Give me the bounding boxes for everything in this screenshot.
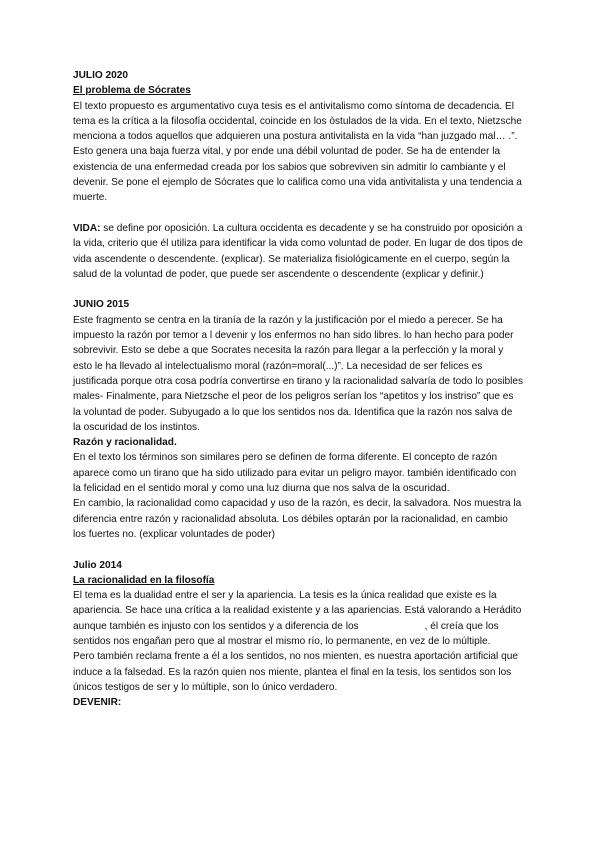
section-heading-julio-2014: Julio 2014 xyxy=(73,559,122,571)
paragraph-sentidos: Pero también reclama frente a él a los sentidos, no nos mienten, es nuestra aportación artificial que induce a la falsedad. Es la razón quien nos miente, plantea el final en la tesis, los sentidos son los únicos testigos de ser y lo múltiple, son lo único verdadero. xyxy=(73,651,518,693)
blank-line xyxy=(73,282,523,297)
section-heading-junio-2015: JUNIO 2015 xyxy=(73,299,130,311)
devenir-label: DEVENIR: xyxy=(73,697,122,709)
paragraph-dualidad-part-1: El tema es la dualidad entre el ser y la apariencia. La tesis es la única realidad que existe es la apariencia. Se hace una crítica a la realidad existente y a las apariencias. Está valorando a Herádito aunque también es injusto con los sentidos y a diferencia de los xyxy=(73,590,522,632)
paragraph-tirania-razon: Este fragmento se centra en la tiranía de la razón y la justificación por el miedo a perecer. Se ha impuesto la razón por temor a l devenir y los enfermos no han sido libres. lo han hecho para poder sobrevivir. Esto se debe a que Socrates necesita la razón para llegar a la perfección y la moral y esto le ha llevado al intelectualismo moral (razón=moral(...)”. La necesidad de ser felices es justificada porque otra cosa podría convertirse en tirano y la racionalidad salvaría de todo lo posibles males- Finalmente, para Nietzsche el peor de los peligros serían los “apetitos y los instriso” que es la voluntad de poder. Subyugado a lo que los sentidos nos da. Identifica que la razón nos salva de la oscuridad de los instintos. xyxy=(73,314,523,433)
paragraph-razon: En el texto los términos son similares pero se definen de forma diferente. El concepto de razón aparece como un tirano que ha sido utilizado para evitar un peligro mayor. también identificado con la felicidad en el sentido moral y como una luz diurna que nos salva de la oscuridad. xyxy=(73,452,517,495)
section-subheading-racionalidad-filosofia: La racionalidad en la filosofía xyxy=(73,574,215,586)
blank-line xyxy=(73,542,523,557)
section-subheading-razon-racionalidad: Razón y racionalidad. xyxy=(73,437,177,449)
paragraph-racionalidad: En cambio, la racionalidad como capacidad y uso de la razón, es decir, la salvadora. Nos muestra la diferencia entre razón y racionalidad absoluta. Los débiles optarán por la racionalidad, en cambio los fuertes no. (explicar voluntades de poder) xyxy=(73,498,522,540)
document-page xyxy=(73,68,523,710)
vida-text: se define por oposición. La cultura occidenta es decadente y se ha construido por oposición a la vida, criterio que él utiliza para identificar la vida como voluntad de poder. En lugar de dos tipos de vida ascendente o descendente. (explicar). Se materializa fisiológicamente en el cuerpo, según la salud de la voluntad de poder, que puede ser ascendente o descendente (explicar y definir.) xyxy=(73,222,523,280)
blank-line xyxy=(73,206,523,221)
section-subheading-socrates: El problema de Sócrates xyxy=(73,85,191,97)
paragraph-socrates: El texto propuesto es argumentativo cuya tesis es el antivitalismo como síntoma de decadencia. El tema es la crítica a la filosofía occidental, coincide en los òstulados de la vida. En el texto, Nietzsche menciona a todos aquellos que adquieren una postura antivitalista en la vida “han juzgado mal… .”. Esto genera una baja fuerza vital, y por ende una débil voluntad de poder. Se ha de entender la existencia de una enfermedad creada por los sabios que sobreviven sin admitir lo cambiante y el devenir. Se pone el ejemplo de Sócrates que lo califica como una vida antivitalista y una tendencia a muerte. xyxy=(73,100,522,204)
paragraph-dualidad xyxy=(73,588,523,649)
section-heading-julio-2020: JULIO 2020 xyxy=(73,70,128,81)
vida-label: VIDA: xyxy=(73,222,101,234)
paragraph-vida xyxy=(73,221,523,282)
paragraph-dualidad-part-2: , él creía que los sentidos nos engañan pero que al mostrar el mismo río, lo permanente, en vez de lo múltiple. xyxy=(73,620,499,647)
